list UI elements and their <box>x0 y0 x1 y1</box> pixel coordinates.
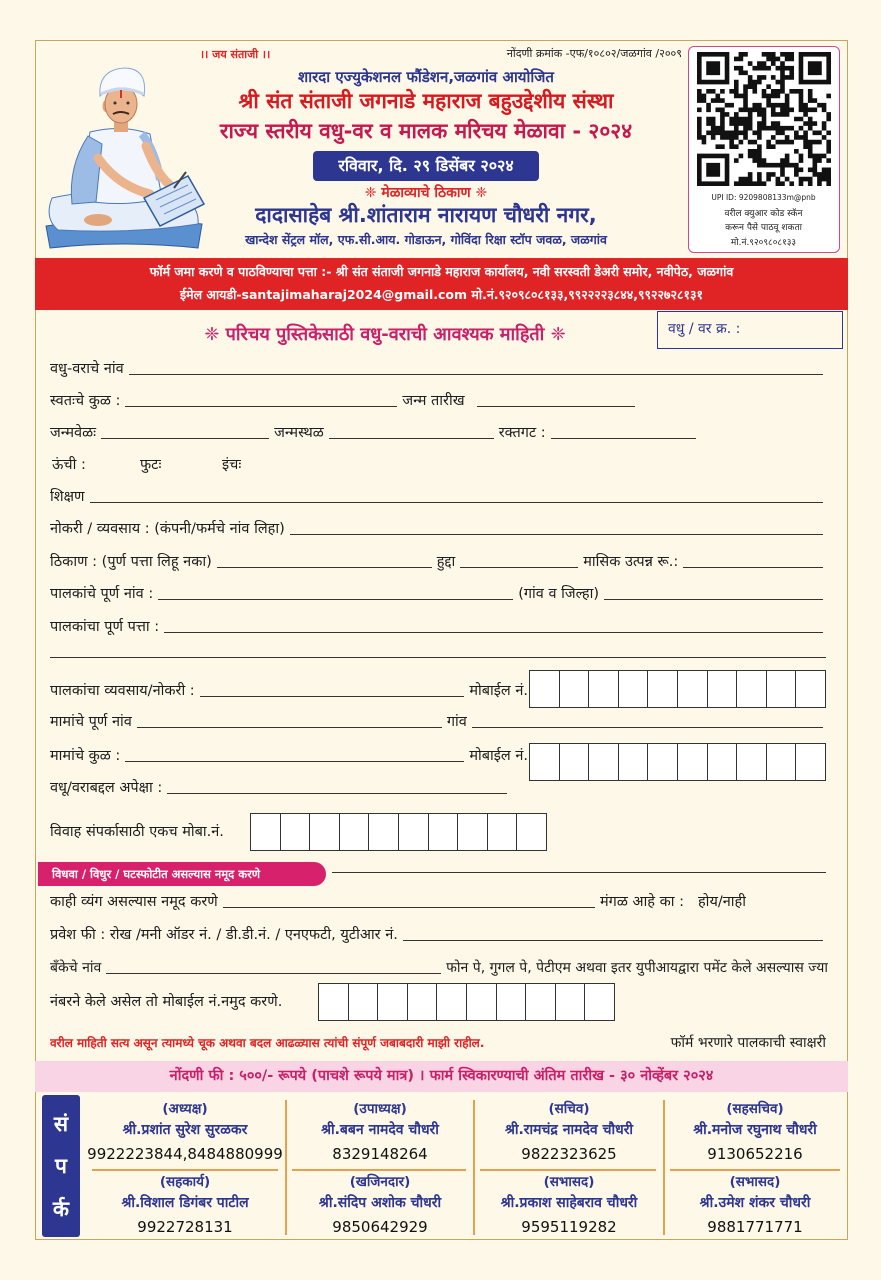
fee-mode-blank <box>403 940 823 941</box>
birth-time-label: जन्मवेळः <box>50 425 97 441</box>
digit-box <box>340 814 370 850</box>
contact-card-secretary <box>476 1099 662 1169</box>
height-label: ऊंची : <box>52 457 86 473</box>
contact-phone: 9130652216 <box>707 1145 803 1163</box>
maternal-uncle-mobile-boxes <box>529 743 826 781</box>
widow-status-blank <box>332 872 826 873</box>
village-district-blank <box>604 599 823 600</box>
digit-box <box>488 814 518 850</box>
contact-phone: 9922223844,8484880999 <box>87 1145 283 1163</box>
digit-box <box>467 984 497 1020</box>
contact-role: (उपाध्यक्ष) <box>353 1101 407 1117</box>
digit-box <box>737 744 767 780</box>
village-label: गांव <box>446 714 467 730</box>
manglik-label: मंगळ आहे का : <box>600 894 684 910</box>
digit-box <box>530 744 560 780</box>
contact-role: (खजिनदार) <box>349 1174 411 1190</box>
location-blank <box>217 567 432 568</box>
contact-card-president <box>86 1099 284 1169</box>
birth-place-label: जन्मस्थळ <box>274 425 324 441</box>
contact-phone: 8329148264 <box>332 1145 428 1163</box>
row-parent-address <box>50 615 828 637</box>
fee-deadline-band: नोंदणी फी : ५००/- रूपये (पाचशे रूपये मात्र) । फार्म स्विकारण्याची अंतिम तारीख - ३० नोव्हेंबर २०२४ <box>35 1061 848 1092</box>
digit-box <box>251 814 281 850</box>
submission-address-band <box>35 258 848 310</box>
digit-box <box>319 984 349 1020</box>
row-divider <box>670 1169 840 1171</box>
digit-box <box>619 744 649 780</box>
registration-number: नोंदणी क्रमांक -एफ/१०८०२/जळगांव /२००९ <box>506 47 682 60</box>
venue-address: खान्देश सेंट्रल मॉल, एफ.सी.आय. गोडाऊन, गोविंदा रिक्षा स्टॉप जवळ, जळगांव <box>245 232 607 247</box>
clan-label: स्वतःचे कुळ : <box>50 393 121 409</box>
maternal-uncle-clan-blank <box>125 761 464 762</box>
education-label: शिक्षण <box>50 489 85 505</box>
contact-card-joint-secretary <box>666 1099 844 1169</box>
parent-occupation-blank <box>200 696 465 697</box>
maternal-uncle-name-blank <box>137 727 442 728</box>
declaration-text: वरील माहिती सत्य असून त्यामध्ये चूक अथवा बदल आढळ्यास त्यांची संपूर्ण जबाबदारी माझी राहील. <box>50 1036 485 1050</box>
digit-box <box>737 671 767 707</box>
row-occupation <box>50 517 828 539</box>
contact-phone: 9881771771 <box>707 1218 803 1236</box>
parent-address-blank <box>164 632 823 633</box>
contact-card-vice-president <box>288 1099 472 1169</box>
signature-label: फॉर्म भरणारे पालकाची स्वाक्षरी <box>670 1035 826 1051</box>
digit-box <box>589 744 619 780</box>
qr-instruction-line1: वरील क्युआर कोड स्कॅन <box>724 209 803 219</box>
digit-box <box>708 671 738 707</box>
maternal-uncle-name-label: मामांचे पूर्ण नांव <box>50 714 132 730</box>
digit-box <box>556 984 586 1020</box>
venue-heading: ❈ मेळाव्याचे ठिकाण ❈ <box>364 185 488 201</box>
parent-address-label: पालकांचा पूर्ण पत्ता : <box>50 619 160 635</box>
row-clan-birthdate <box>50 389 828 411</box>
row-bank <box>50 956 828 978</box>
birth-date-blank <box>477 406 635 407</box>
feet-label: फुटः <box>140 457 162 473</box>
digit-box <box>648 671 678 707</box>
row-location-income <box>50 550 828 572</box>
income-blank <box>683 567 823 568</box>
serial-number-box: वधु / वर क्र. : <box>657 311 843 349</box>
contact-phone: 9850642929 <box>332 1218 428 1236</box>
expectations-label: वधू/वराबद्दल अपेक्षा : <box>50 780 163 796</box>
upi-note-line2: नंबरने केले असेल तो मोबाईल नं.नमुद करणे. <box>50 994 283 1010</box>
parent-occupation-label: पालकांचा व्यवसाय/नोकरी : <box>50 683 195 699</box>
submission-contact: ईमेल आयडी-santajimaharaj2024@gmail.com मो.नं.९२०९८०८१३३,९९२२२२३८४४,९९२२७२८१३१ <box>179 287 704 302</box>
digit-box <box>619 671 649 707</box>
event-date-banner: रविवार, दि. २९ डिसेंबर २०२४ <box>313 151 539 181</box>
qr-instruction-line2: करून पैसे पाठवू शकता <box>725 223 802 233</box>
row-divider <box>292 1169 466 1171</box>
disability-blank <box>223 907 595 908</box>
contact-heading-letter: प <box>55 1154 67 1178</box>
row-parent-name <box>50 582 828 604</box>
expectations-blank <box>167 793 507 794</box>
digit-box <box>678 744 708 780</box>
qr-mobile-number: मो.नं.९२०९८०८१३३ <box>730 238 797 248</box>
contact-name: श्री.प्रकाश साहेबराव चौधरी <box>500 1195 638 1211</box>
digit-box <box>349 984 379 1020</box>
widow-status-tag: विधवा / विधुर / घटस्फोटीत असल्यास नमूद करणे <box>38 862 326 886</box>
digit-box <box>310 814 340 850</box>
payment-qr-panel <box>688 46 840 253</box>
row-maternal-uncle-name <box>50 710 828 732</box>
contact-name: श्री.रामचंद्र नामदेव चौधरी <box>504 1122 634 1138</box>
digit-box <box>585 984 614 1020</box>
row-upi-mobile <box>50 990 314 1012</box>
organizer-line: शारदा एज्युकेशनल फौंडेशन,जळगांव आयोजित <box>298 68 554 86</box>
digit-box <box>648 744 678 780</box>
occupation-label: नोकरी / व्यवसाय : (कंपनी/फर्मचे नांव लिहा) <box>50 521 285 537</box>
contact-name: श्री.उमेश शंकर चौधरी <box>699 1195 811 1211</box>
contact-name: श्री.विशाल डिगंबर पाटील <box>121 1195 249 1211</box>
contact-name: श्री.मनोज रघुनाथ चौधरी <box>693 1122 817 1138</box>
digit-box <box>517 814 546 850</box>
contact-role: (अध्यक्ष) <box>162 1101 208 1117</box>
contact-phone: 9822323625 <box>521 1145 617 1163</box>
disability-label: काही व्यंग असल्यास नमूद करणे <box>50 894 218 910</box>
venue-name: दादासाहेब श्री.शांताराम नारायण चौधरी नगर, <box>255 203 597 227</box>
row-divider <box>92 1169 278 1171</box>
digit-box <box>589 671 619 707</box>
contact-role: (सभासद) <box>543 1174 595 1190</box>
contact-role: (सहकार्य) <box>159 1174 211 1190</box>
birth-place-blank <box>329 438 494 439</box>
digit-box <box>281 814 311 850</box>
digit-box <box>560 671 590 707</box>
occupation-blank <box>290 534 823 535</box>
digit-box <box>526 984 556 1020</box>
village-district-label: (गांव व जिल्हा) <box>518 586 600 602</box>
contact-name: श्री.संदिप अशोक चौधरी <box>318 1195 442 1211</box>
column-divider <box>285 1100 287 1235</box>
row-maternal-uncle-clan <box>50 744 528 766</box>
digit-box <box>767 744 797 780</box>
name-blank <box>129 374 823 375</box>
manglik-options: होय/नाही <box>697 894 746 910</box>
submission-address: फॉर्म जमा करणे व पाठविण्याचा पत्ता :- श्री संत संताजी जगनाडे महाराज कार्यालय, नवी सरस्वती डेअरी समोर, नवीपेठ, जळगांव <box>149 264 734 279</box>
digit-box <box>796 671 825 707</box>
contact-role: (सभासद) <box>729 1174 781 1190</box>
contact-name: श्री.प्रशांत सुरेश सुरळकर <box>122 1122 248 1138</box>
parent-name-blank <box>158 599 513 600</box>
contact-card-treasurer <box>288 1172 472 1242</box>
contact-phone: 9595119282 <box>521 1218 617 1236</box>
village-blank <box>472 727 823 728</box>
digit-box <box>378 984 408 1020</box>
clan-blank <box>125 406 397 407</box>
parent-address-extra-line <box>50 657 826 658</box>
row-expectations <box>50 776 512 798</box>
row-birth-time-place-blood <box>50 421 828 443</box>
form-title: ❈ परिचय पुस्तिकेसाठी वधु-वराची आवश्यक माहिती ❈ <box>204 324 566 345</box>
digit-box <box>678 671 708 707</box>
digit-box <box>429 814 459 850</box>
row-parent-occupation <box>50 679 528 701</box>
inches-label: इंचः <box>222 457 242 473</box>
bank-blank <box>106 973 441 974</box>
digit-box <box>767 671 797 707</box>
contact-mobile-label: विवाह संपर्कासाठी एकच मोबा.नं. <box>50 824 224 840</box>
contact-phone: 9922728131 <box>137 1218 233 1236</box>
column-divider <box>473 1100 475 1235</box>
contact-heading-letter: र्क <box>52 1196 70 1221</box>
upi-mobile-boxes <box>318 983 615 1021</box>
maternal-uncle-clan-label: मामांचे कुळ : <box>50 748 121 764</box>
row-fee-mode <box>50 923 828 945</box>
digit-box <box>437 984 467 1020</box>
contact-card-member <box>476 1172 662 1242</box>
contact-mobile-boxes <box>250 813 547 851</box>
mobile-label: मोबाईल नं. <box>469 748 528 764</box>
contact-heading <box>42 1095 80 1237</box>
birth-time-blank <box>101 438 269 439</box>
blood-group-label: रक्तगट : <box>498 425 546 441</box>
parent-name-label: पालकांचे पूर्ण नांव : <box>50 586 154 602</box>
digit-box <box>408 984 438 1020</box>
income-label: मासिक उत्पन्न रू.: <box>583 554 679 570</box>
contact-role: (सचिव) <box>548 1101 590 1117</box>
column-divider <box>663 1100 665 1235</box>
fee-mode-label: प्रवेश फी : रोख /मनी ऑडर नं. / डी.डी.नं. / एनएफटी, युटीआर नं. <box>50 927 398 943</box>
parent-mobile-boxes <box>529 670 826 708</box>
digit-box <box>458 814 488 850</box>
event-title: राज्य स्तरीय वधु-वर व मालक मरिचय मेळावा - २०२४ <box>219 119 633 143</box>
designation-label: हुद्दा <box>436 554 456 570</box>
location-label: ठिकाण : (पुर्ण पत्ता लिहू नका) <box>50 554 212 570</box>
qr-code <box>697 52 831 186</box>
institution-name: श्री संत संताजी जगनाडे महाराज बहुउद्देशीय संस्था <box>238 89 614 113</box>
digit-box <box>708 744 738 780</box>
contact-name: श्री.बबन नामदेव चौधरी <box>321 1122 439 1138</box>
blood-group-blank <box>551 438 696 439</box>
name-label: वधु-वराचे नांव <box>50 361 124 377</box>
birth-date-label: जन्म तारीख <box>402 393 465 409</box>
upi-note-line1: फोन पे, गुगल पे, पेटीएम अथवा इतर युपीआयद्वारा पमेंट केले असल्यास ज्या <box>446 960 828 976</box>
digit-box <box>796 744 825 780</box>
designation-blank <box>460 567 578 568</box>
row-education <box>50 485 828 507</box>
row-divider <box>480 1169 656 1171</box>
digit-box <box>497 984 527 1020</box>
row-contact-mobile <box>50 820 246 842</box>
contact-card-member <box>666 1172 844 1242</box>
digit-box <box>560 744 590 780</box>
row-name <box>50 357 828 379</box>
upi-id: UPI ID: 9209808133m@pnb <box>711 193 816 202</box>
contact-card-coordinator <box>86 1172 284 1242</box>
digit-box <box>399 814 429 850</box>
education-blank <box>90 502 824 503</box>
mobile-label: मोबाईल नं. <box>469 683 528 699</box>
invocation-text: ।। जय संताजी ।। <box>200 48 271 61</box>
digit-box <box>530 671 560 707</box>
contact-role: (सहसचिव) <box>726 1101 784 1117</box>
bank-label: बँकेचे नांव <box>50 960 102 976</box>
row-disability-manglik <box>50 890 746 912</box>
contact-heading-letter: सं <box>53 1111 69 1136</box>
digit-box <box>369 814 399 850</box>
